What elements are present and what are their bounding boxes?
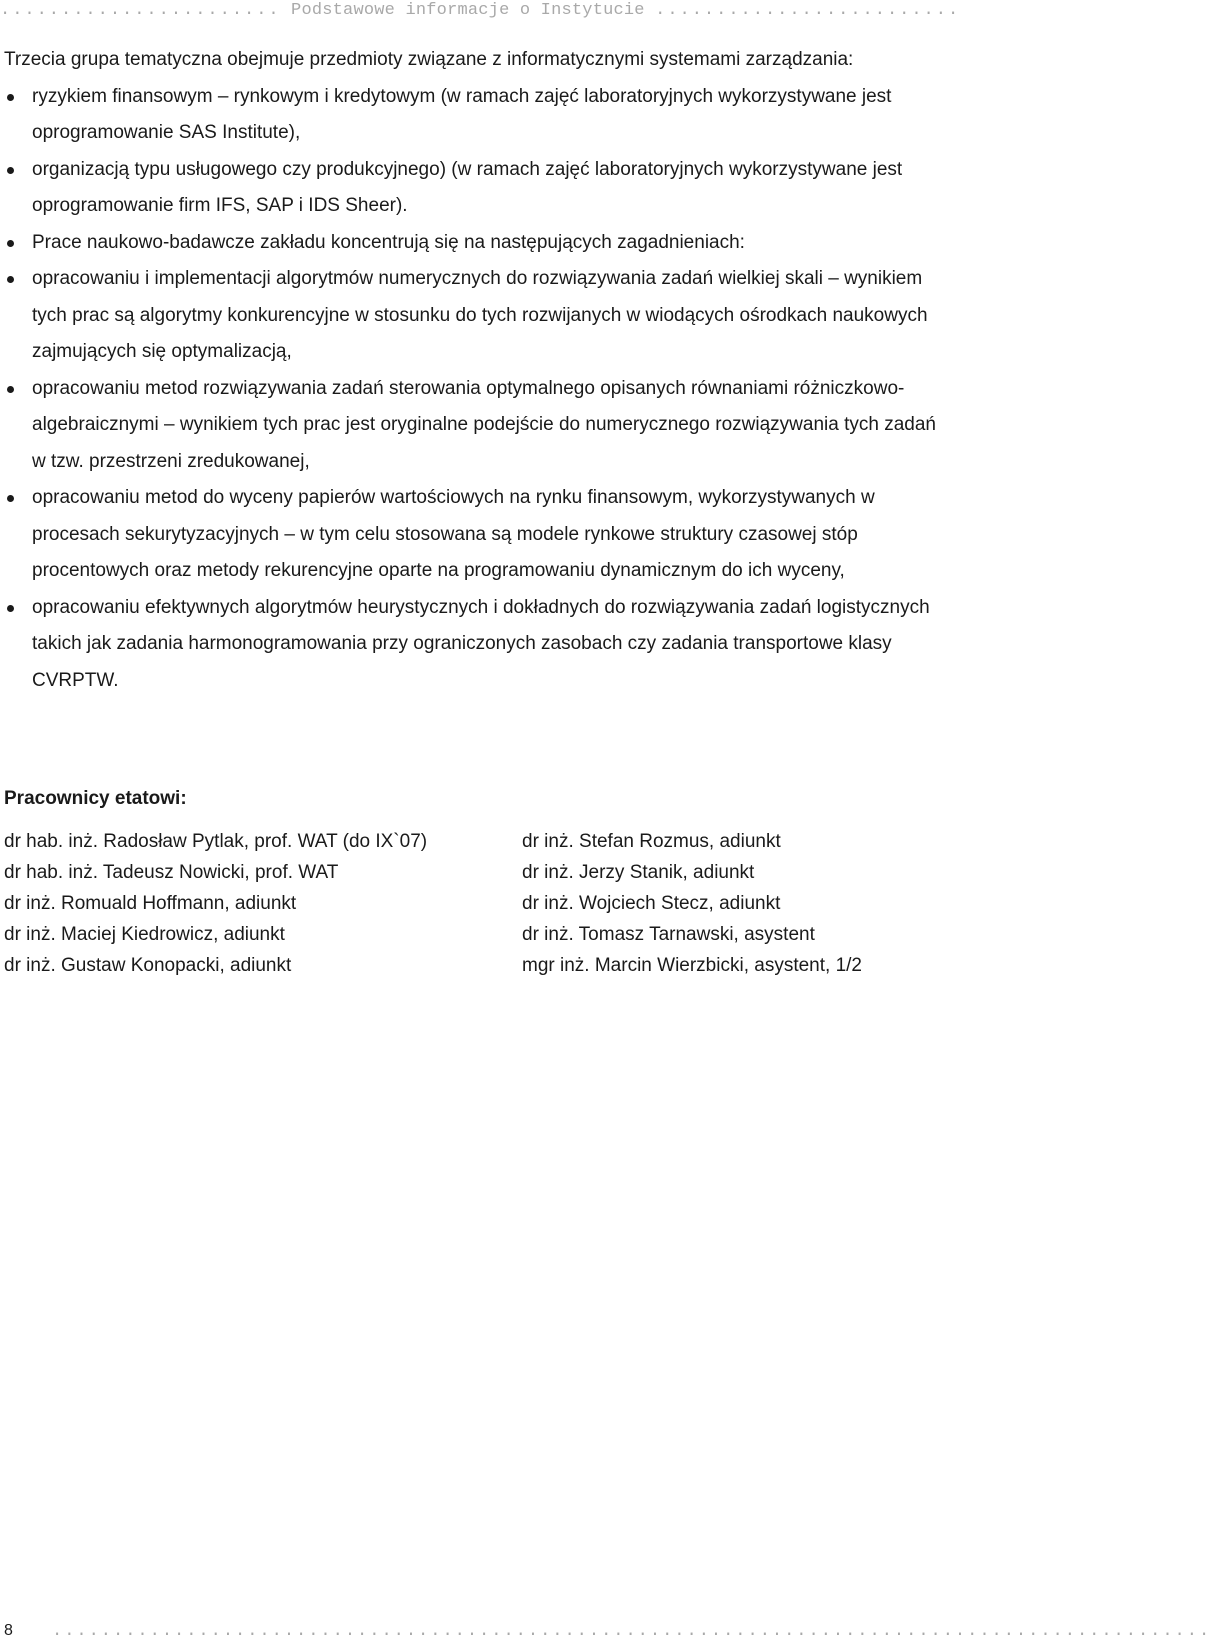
staff-entry: dr hab. inż. Radosław Pytlak, prof. WAT (do IX`07) — [4, 831, 428, 852]
list-item: organizacją typu usługowego czy produkcyjnego) (w ramach zajęć laboratoryjnych wykorzystywane jest oprogramowanie firm IFS, SAP i IDS Sheer). — [4, 152, 954, 225]
staff-heading: Pracownicy etatowi: — [4, 788, 187, 809]
staff-column-right — [522, 826, 862, 981]
staff-entry: dr hab. inż. Tadeusz Nowicki, prof. WAT — [4, 862, 339, 883]
list-item: Prace naukowo-badawcze zakładu koncentrują się na następujących zagadnieniach: — [4, 225, 954, 262]
staff-entry: dr inż. Stefan Rozmus, adiunkt — [522, 831, 781, 852]
staff-entry: dr inż. Romuald Hoffmann, adiunkt — [4, 893, 297, 914]
header-dots-left: ....................... — [0, 1, 281, 20]
list-item: opracowaniu efektywnych algorytmów heurystycznych i dokładnych do rozwiązywania zadań logistycznych takich jak zadania harmonogramowania przy ograniczonych zasobach czy zadania transportowe klasy CVRPTW. — [4, 590, 954, 700]
page-number: 8 — [4, 1622, 13, 1639]
staff-entry: mgr inż. Marcin Wierzbicki, asystent, 1/2 — [522, 955, 862, 976]
staff-entry: dr inż. Maciej Kiedrowicz, adiunkt — [4, 924, 285, 945]
document-body — [4, 42, 954, 699]
intro-paragraph: Trzecia grupa tematyczna obejmuje przedmioty związane z informatycznymi systemami zarządzania: — [4, 49, 854, 70]
staff-column-left — [4, 826, 427, 981]
list-item: opracowaniu metod do wyceny papierów wartościowych na rynku finansowym, wykorzystywanych w procesach sekurytyzacyjnych – w tym celu stosowana są modele rynkowe struktury czasowej stóp procentowych oraz metody rekurencyjne oparte na programowaniu dynamicznym do ich wyceny, — [4, 480, 954, 590]
list-item: opracowaniu i implementacji algorytmów numerycznych do rozwiązywania zadań wielkiej skali – wynikiem tych prac są algorytmy konkurencyjne w stosunku do tych rozwijanych w wiodących ośrodkach naukowych zajmujących się optymalizacją, — [4, 261, 954, 371]
list-item: opracowaniu metod rozwiązywania zadań sterowania optymalnego opisanych równaniami różniczkowo-algebraicznymi – wynikiem tych prac jest oryginalne podejście do numerycznego rozwiązywania tych zadań w tzw. przestrzeni zredukowanej, — [4, 371, 954, 481]
header-dots-right: ......................... — [655, 1, 961, 20]
staff-entry: dr inż. Wojciech Stecz, adiunkt — [522, 893, 781, 914]
staff-entry: dr inż. Jerzy Stanik, adiunkt — [522, 862, 755, 883]
topic-list — [4, 79, 954, 700]
footer-dots: ............................................................................................... — [52, 1622, 1211, 1641]
staff-entry: dr inż. Tomasz Tarnawski, asystent — [522, 924, 815, 945]
running-header — [0, 0, 960, 22]
staff-entry: dr inż. Gustaw Konopacki, adiunkt — [4, 955, 292, 976]
header-title: Podstawowe informacje o Instytucie — [291, 1, 645, 20]
running-footer — [0, 1622, 1211, 1642]
list-item: ryzykiem finansowym – rynkowym i kredytowym (w ramach zajęć laboratoryjnych wykorzystywane jest oprogramowanie SAS Institute), — [4, 79, 954, 152]
